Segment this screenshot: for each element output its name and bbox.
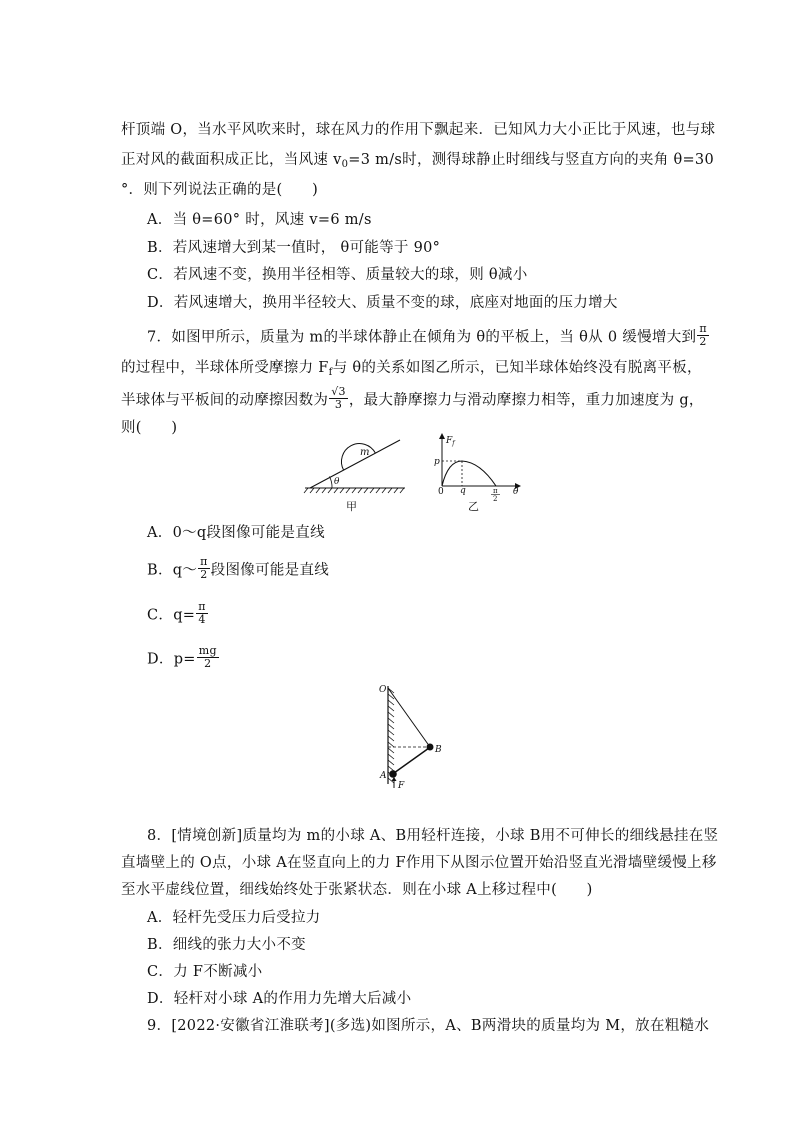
- yi-ylabel: $F_f$: [446, 436, 455, 447]
- yi-p-label: p: [434, 457, 440, 467]
- q8-label-o: O: [379, 685, 387, 695]
- q7-line-3: 半球体与平板间的动摩擦因数为 $\frac{√3}{3}$ ，最大静摩擦力与滑动摩擦力相等，重力加速度为 g，: [121, 385, 704, 411]
- q8-label-f: F: [398, 781, 405, 790]
- jia-caption: 甲: [346, 500, 357, 513]
- q7-option-a: A．0～q段图像可能是直线: [147, 525, 325, 541]
- q8-label-a: A: [380, 771, 387, 781]
- q8-line-2: 直墙壁上的 O点，小球 A在竖直向上的力 F作用下从图示位置开始沿竖直光滑墙壁缓慢上移: [121, 855, 717, 871]
- q8-option-a: A．轻杆先受压力后受拉力: [147, 910, 321, 926]
- q7-line-1: 7．如图甲所示，质量为 m的半球体静止在倾角为 θ的平板上，当 θ从 0 缓慢增大到 $\frac{\pi}{2}$: [147, 322, 707, 348]
- q8-option-d: D．轻杆对小球 A的作用力先增大后减小: [147, 991, 412, 1007]
- figure-jia-incline: [300, 430, 415, 515]
- q8-option-c: C．力 F不断减小: [147, 964, 263, 980]
- q7-option-c: C．q= $\frac{\pi}{4}$: [147, 600, 206, 626]
- q8-line-1: 8．[情境创新]质量均为 m的小球 A、B用轻杆连接，小球 B用不可伸长的细线悬挂在竖: [147, 828, 719, 844]
- q7-option-b: B．q～ $\frac{\pi}{2}$ 段图像可能是直线: [147, 555, 330, 581]
- q8-line-3: 至水平虚线位置，细线始终处于张紧状态．则在小球 A上移过程中( ): [121, 882, 593, 898]
- q6-option-d: D．若风速增大，换用半径较大、质量不变的球，底座对地面的压力增大: [147, 295, 618, 311]
- yi-q-label: q: [460, 486, 466, 496]
- figure-q8-wall-rod: [370, 680, 450, 790]
- q9-line-1: 9．[2022·安徽省江淮联考](多选)如图所示，A、B两滑块的质量均为 M，放在粗糙水: [147, 1018, 710, 1034]
- yi-caption: 乙: [468, 500, 479, 513]
- figure-yi-friction-graph: [430, 430, 525, 515]
- q7-option-d: D．p= $\frac{mg}{2}$: [147, 644, 217, 670]
- q6-option-a: A．当 θ=60° 时，风速 v=6 m/s: [147, 212, 372, 228]
- q6-line-2: 正对风的截面积成正比，当风速 $v_0=3$ m/s时，测得球静止时细线与竖直方向的夹角 θ=30: [121, 152, 714, 170]
- q7-line-2: 的过程中，半球体所受摩擦力 $F_f$与 θ的关系如图乙所示，已知半球体始终没有脱离平板，: [121, 360, 702, 378]
- q8-option-b: B．细线的张力大小不变: [147, 937, 306, 953]
- yi-zero-label: 0: [438, 487, 444, 497]
- yi-xlabel: θ: [513, 487, 519, 497]
- jia-mass-label: m: [360, 447, 370, 458]
- yi-two-label: 2: [493, 495, 498, 503]
- yi-pi-label: π: [493, 487, 498, 495]
- q7-line-4: 则( ): [121, 420, 178, 436]
- q6-line-3: °．则下列说法正确的是( ): [121, 182, 319, 198]
- q6-option-b: B．若风速增大到某一值时， θ可能等于 90°: [147, 240, 441, 256]
- q8-label-b: B: [435, 745, 442, 755]
- q6-option-c: C．若风速不变，换用半径相等、质量较大的球，则 θ减小: [147, 267, 528, 283]
- jia-theta-label: θ: [334, 477, 340, 487]
- q6-line-1: 杆顶端 O，当水平风吹来时，球在风力的作用下飘起来．已知风力大小正比于风速，也与球: [121, 122, 716, 138]
